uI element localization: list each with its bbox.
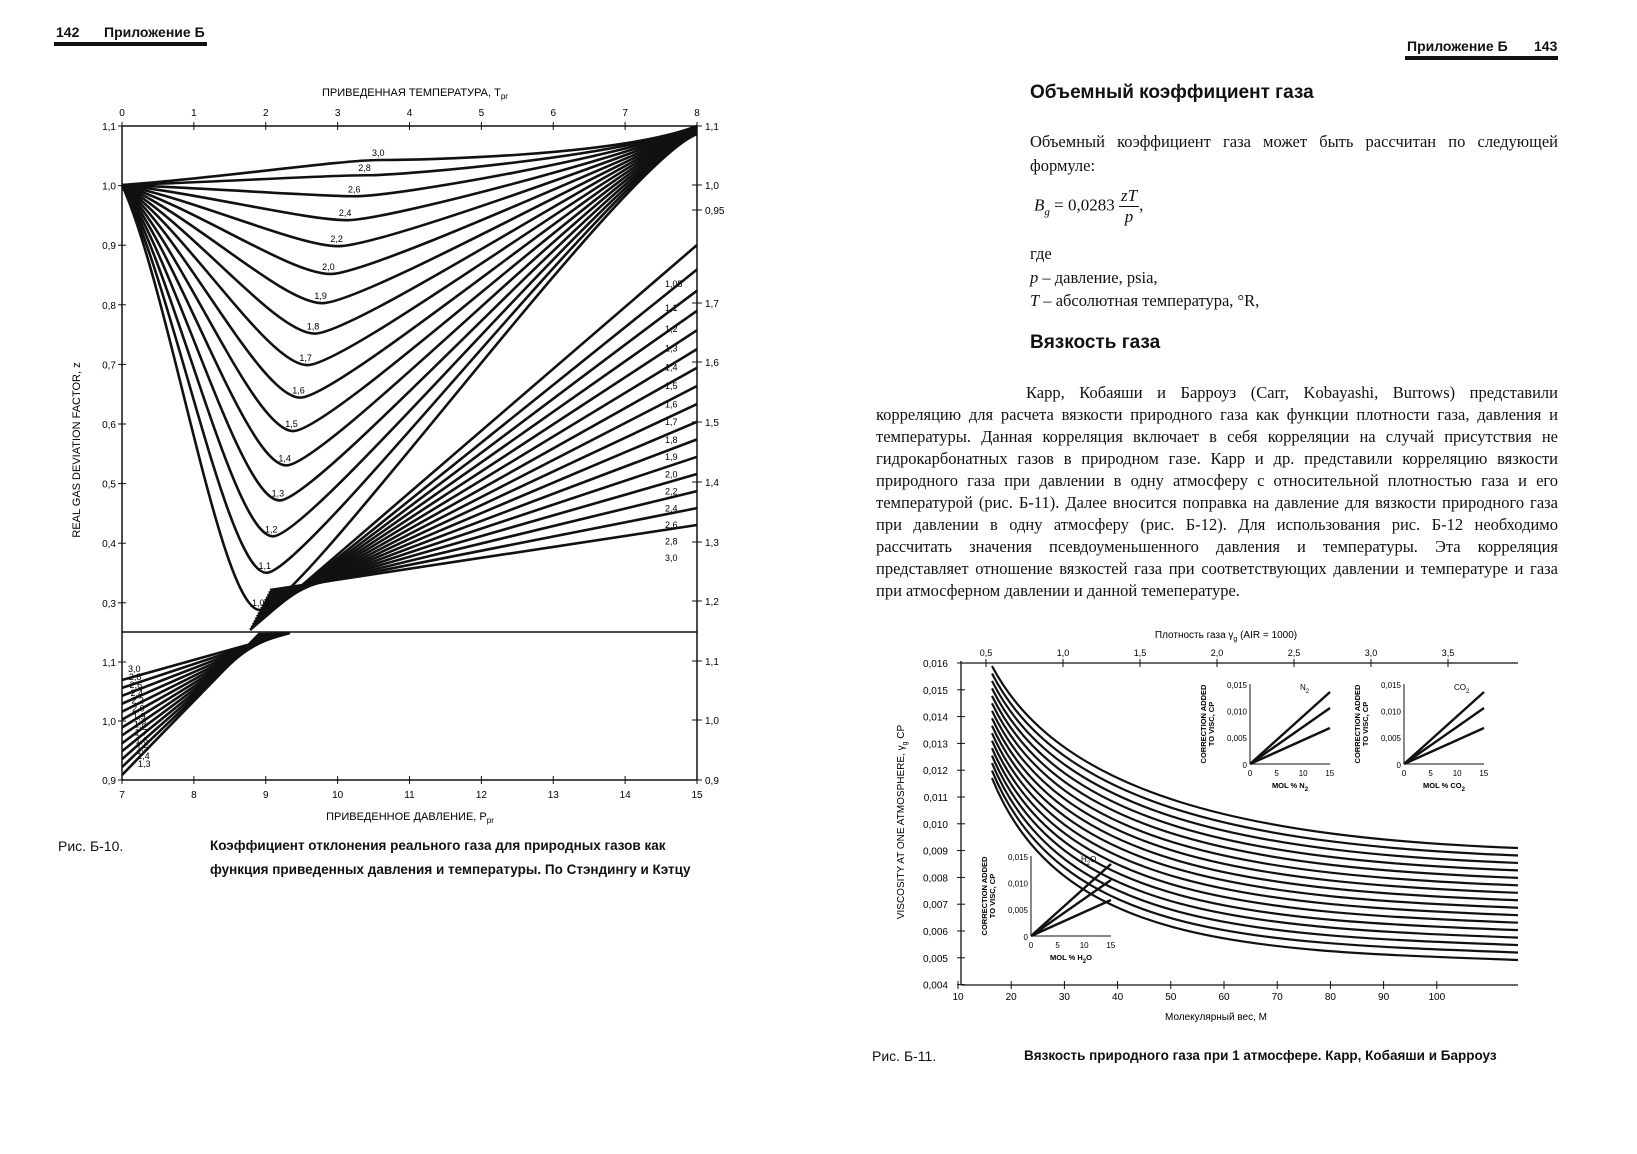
inset-line — [1250, 708, 1330, 764]
y-tick-label: 0,005 — [922, 953, 948, 965]
top-axis-label: ПРИВЕДЕННАЯ ТЕМПЕРАТУРА, $T_{pr}$ — [322, 87, 508, 101]
bottom-tick-label: 9 — [262, 790, 269, 801]
inset-ylabel: CORRECTION ADDED — [1353, 684, 1362, 764]
lower-isotherm-label: 2,4 — [130, 687, 144, 698]
y-tick-label: 0,011 — [923, 793, 948, 804]
right-tick-label: 1,5 — [705, 418, 719, 429]
top-tick-label: 2,5 — [1287, 648, 1301, 658]
bottom-tick-label: 60 — [1218, 992, 1230, 1003]
inset-xlabel-sub: 2 — [1461, 787, 1465, 793]
inset-ytick-label: 0,005 — [1226, 734, 1247, 744]
right-caption-number: Рис. Б-11. — [872, 1048, 937, 1064]
inset-xtick-label: 5 — [1428, 769, 1433, 778]
right-header-rule — [1405, 56, 1558, 60]
bottom-tick-label: 40 — [1112, 992, 1124, 1003]
right-caption-text: Вязкость природного газа при 1 атмосфере. Карр, Кобаяши и Барроуз — [1024, 1048, 1497, 1063]
y-tick-label: 0,012 — [922, 766, 948, 778]
upper-isotherm-label: 2,4 — [338, 208, 352, 219]
upper-isotherm-label: 1,9 — [314, 291, 327, 302]
lower-isotherm-label: 1,8 — [133, 719, 147, 730]
top-tick-label: 7 — [622, 108, 628, 119]
bottom-tick-label: 30 — [1058, 992, 1070, 1003]
inset-ytick-label: 0 — [1396, 760, 1401, 770]
inset-title-sub: 2 — [1466, 689, 1470, 695]
inset-xlabel-sub: 2 — [1082, 959, 1087, 965]
inset-xlabel-sub: 2 — [1304, 787, 1309, 793]
right-tick-label: 0,9 — [705, 776, 719, 787]
left-tick-label: 1,1 — [102, 658, 116, 669]
inset-n2 — [1199, 681, 1335, 793]
y-tick-label: 0,013 — [922, 739, 948, 751]
section2-paragraph: Карр, Кобаяши и Барроуз (Carr, Kobayashi, Burrows) представили корреляцию для расчета вязкости природного газа как функции плотности газа, давления и температуры. Данная корреляция включает в себя корреляции на случай присутствия не гидрокарбонатных газов в природном газе. Карр и др. представили корреляцию вязкости природного газа при давлении в одну атмосферу с относительной плотностью газа и его температурой (рис. Б-11). Далее вносится поправка на давление для вязкости природного газа при давлении в одну атмосферу (рис. Б-12). Для использования рис. Б-12 необходимо рассчитать значения псевдоуменьшенного давления и температуры. Эта корреляция представляет отношение вязкостей газа при соответствующих давлении и температуре и газа при атмосферном давлении и данной темепературе. — [876, 383, 1558, 600]
top-tick-label: 1 — [191, 108, 197, 119]
right-isotherm-label: 2,4 — [665, 503, 678, 514]
upper-isotherm-label: 1,5 — [285, 419, 298, 430]
inset-xlabel-main: MOL % CO — [1423, 781, 1462, 790]
lower-isotherm-label: 2,6 — [129, 679, 143, 690]
def-p: p – давление, psia, — [1030, 268, 1158, 287]
y-tick-label: 0,010 — [922, 819, 948, 831]
right-isotherm-label: 3,0 — [665, 553, 678, 563]
bottom-axis-label: ПРИВЕДЕННОЕ ДАВЛЕНИЕ, $P_{pr}$ — [326, 811, 494, 825]
inset-line — [1404, 692, 1484, 764]
inset-ylabel: TO VISC, CP — [1361, 701, 1370, 747]
lower-isotherm-label: 3,0 — [128, 664, 141, 674]
lower-isotherm-label: 2,8 — [128, 671, 142, 682]
left-caption-number: Рис. Б-10. — [58, 838, 124, 854]
y-tick-label: 0,009 — [922, 846, 948, 858]
inset-xtick-label: 5 — [1055, 941, 1060, 950]
top-tick-label: 1,0 — [1056, 648, 1070, 658]
bottom-tick-label: 15 — [691, 790, 703, 801]
inset-title-main: CO — [1454, 683, 1466, 692]
bottom-tick-label: 14 — [619, 790, 631, 801]
right-running-head: Приложение Б — [1407, 38, 1508, 54]
left-tick-label: 0,5 — [102, 479, 116, 491]
inset-xtick-label: 10 — [1298, 769, 1308, 778]
upper-isotherm-label: 1,7 — [299, 353, 312, 364]
top-tick-label: 2,0 — [1210, 648, 1224, 658]
inset-line — [1404, 728, 1484, 764]
right-tick-label: 1,2 — [705, 597, 719, 608]
top-tick-label: 6 — [550, 108, 557, 119]
inset-co2 — [1353, 681, 1489, 793]
left-tick-label: 0,7 — [102, 360, 116, 372]
bottom-tick-label: 11 — [404, 790, 415, 801]
inset-xlabel — [1423, 781, 1466, 793]
right-isotherm-label: 1,2 — [665, 323, 678, 334]
inset-ytick-label: 0 — [1242, 760, 1247, 770]
right-tick-label: 1,1 — [705, 657, 719, 668]
inset-title-sub: 2 — [1305, 689, 1310, 695]
y-tick-label: 0,006 — [922, 927, 948, 938]
inset-title — [1454, 683, 1470, 695]
inset-ytick-label: 0,005 — [1007, 906, 1028, 916]
lower-isotherm-label: 1,6 — [135, 735, 149, 746]
bottom-tick-label: 50 — [1165, 992, 1177, 1003]
upper-isotherm-label: 1,6 — [292, 385, 305, 396]
inset-line — [1031, 864, 1111, 936]
bottom-tick-label: 90 — [1378, 992, 1390, 1003]
bottom-tick-label: 7 — [119, 790, 125, 801]
visc-bottom-axis-label: Молекулярный вес, M — [1165, 1012, 1267, 1023]
bottom-tick-label: 70 — [1271, 992, 1283, 1003]
right-isotherm-label: 1,1 — [665, 303, 678, 314]
top-tick-label: 5 — [478, 108, 485, 119]
upper-isotherm-label: 1,8 — [306, 321, 320, 332]
top-tick-label: 1,5 — [1133, 648, 1147, 658]
left-header-rule — [54, 42, 207, 46]
right-page-number: 143 — [1534, 38, 1558, 54]
left-tick-label: 1,0 — [102, 181, 116, 193]
inset-line — [1031, 880, 1111, 936]
inset-ytick-label: 0,005 — [1380, 734, 1401, 744]
lower-isotherm-label: 1,7 — [134, 727, 148, 738]
inset-ytick-label: 0,015 — [1380, 681, 1401, 690]
right-isotherm-label: 2,6 — [665, 519, 678, 530]
right-isotherm-label: 1,4 — [665, 362, 678, 373]
lower-isotherm-label: 2,2 — [131, 695, 144, 706]
y-tick-label: 0,016 — [922, 659, 948, 670]
inset-xtick-label: 15 — [1106, 941, 1116, 950]
inset-xlabel — [1050, 953, 1092, 965]
right-isotherm-label: 2,2 — [665, 486, 678, 497]
y-tick-label: 0,004 — [922, 980, 948, 992]
inset-ylabel: CORRECTION ADDED — [980, 856, 989, 936]
right-tick-label: 1,6 — [705, 358, 719, 369]
bottom-tick-label: 80 — [1324, 992, 1336, 1003]
left-tick-label: 0,9 — [102, 241, 116, 253]
top-tick-label: 3 — [334, 108, 341, 119]
top-tick-label: 0 — [119, 108, 125, 119]
right-tick-label: 1,1 — [705, 122, 719, 133]
inset-xlabel-tail: O — [1086, 953, 1092, 962]
right-isotherm-label: 1,7 — [665, 417, 678, 428]
left-tick-label: 0,6 — [102, 420, 116, 431]
inset-xtick-label: 0 — [1028, 941, 1034, 950]
inset-title-main: H — [1081, 855, 1087, 864]
right-tick-label: 1,0 — [705, 181, 719, 192]
section1-paragraph: Объемный коэффициент газа может быть рассчитан по следующей формуле: — [1030, 132, 1558, 175]
top-tick-label: 3,5 — [1441, 648, 1455, 658]
visc-top-axis-label: Плотность газа $\gamma_g$ (AIR = 1000) — [1154, 630, 1298, 643]
upper-isotherm-label: 1,2 — [264, 524, 278, 535]
bottom-tick-label: 100 — [1428, 992, 1446, 1003]
inset-ylabel: CORRECTION ADDED — [1199, 684, 1208, 764]
right-isotherm-label: 1,05 — [665, 279, 683, 289]
inset-ytick-label: 0,015 — [1007, 853, 1028, 862]
bottom-tick-label: 10 — [332, 790, 344, 801]
gas-volume-formula: $B_g = 0,0283$ $\frac{zT}{p}$ , — [1034, 186, 1144, 226]
inset-xlabel — [1272, 781, 1309, 793]
right-isotherm-label: 2,8 — [665, 536, 678, 547]
right-tick-label: 1,0 — [705, 716, 719, 727]
upper-isotherm-label: 1,1 — [258, 560, 271, 571]
y-tick-label: 0,014 — [922, 712, 948, 724]
right-isotherm-label: 1,6 — [665, 399, 678, 410]
right-tick-label: 0,95 — [705, 206, 725, 217]
y-tick-label: 0,015 — [922, 685, 948, 697]
right-isotherm-label: 1,8 — [665, 434, 678, 445]
where-label: где — [1030, 244, 1052, 263]
visc-y-axis-label: VISCOSITY AT ONE ATMOSPHERE, $\gamma_g$ CP — [896, 724, 909, 920]
right-tick-label: 1,7 — [705, 299, 719, 310]
left-tick-label: 1,0 — [102, 717, 116, 728]
inset-line — [1404, 708, 1484, 764]
section-title-volume-factor: Объемный коэффициент газа — [1030, 82, 1314, 103]
inset-title-sub: 2 — [1086, 861, 1091, 867]
upper-isotherm-label: 2,8 — [358, 163, 371, 174]
right-isotherm-label: 1,9 — [665, 452, 678, 463]
inset-ylabel: TO VISC, CP — [988, 873, 997, 919]
lower-isotherm-label: 1,9 — [133, 711, 146, 722]
inset-line — [1250, 728, 1330, 764]
top-tick-label: 0,5 — [979, 648, 993, 658]
y-axis-label: REAL GAS DEVIATION FACTOR, z — [71, 362, 83, 538]
left-running-head: Приложение Б — [104, 24, 205, 40]
right-tick-label: 1,4 — [705, 478, 719, 489]
lower-isotherm-label: 1,3 — [138, 759, 151, 769]
upper-isotherm-label: 3,0 — [372, 148, 385, 158]
y-tick-label: 0,007 — [922, 900, 948, 912]
left-tick-label: 1,1 — [102, 122, 116, 133]
inset-xtick-label: 15 — [1325, 769, 1335, 778]
left-caption-line-1: Коэффициент отклонения реального газа для природных газов как — [210, 838, 666, 853]
section-title-viscosity: Вязкость газа — [1030, 332, 1161, 353]
inset-xtick-label: 0 — [1247, 769, 1253, 778]
left-page-number: 142 — [56, 24, 80, 40]
upper-isotherm-label: 1,3 — [271, 488, 285, 499]
upper-isotherm-label: 1,05 — [252, 598, 270, 608]
inset-line — [1031, 900, 1111, 936]
lower-isotherm-label: 1,5 — [136, 743, 149, 754]
bottom-tick-label: 8 — [191, 790, 197, 801]
inset-xtick-label: 5 — [1274, 769, 1279, 778]
inset-line — [1250, 692, 1330, 764]
inset-ytick-label: 0,010 — [1007, 879, 1028, 889]
inset-xlabel-main: MOL % N — [1271, 781, 1305, 790]
inset-xtick-label: 10 — [1079, 941, 1089, 950]
inset-title-tail: O — [1090, 855, 1097, 864]
inset-title — [1300, 683, 1310, 695]
bottom-tick-label: 12 — [475, 790, 487, 801]
inset-xtick-label: 0 — [1401, 769, 1407, 778]
inset-ytick-label: 0,015 — [1226, 681, 1247, 690]
top-tick-label: 2 — [262, 108, 269, 119]
viscosity-curve — [992, 681, 1518, 863]
left-tick-label: 0,9 — [102, 776, 116, 787]
right-isotherm-label: 1,5 — [665, 381, 678, 392]
left-caption-line-2: функция приведенных давления и температуры. По Стэндингу и Кэтцу — [210, 862, 691, 877]
lower-isotherm-label: 2,0 — [132, 703, 145, 714]
upper-isotherm-label: 2,2 — [330, 234, 343, 245]
def-t: T – абсолютная температура, °R, — [1030, 291, 1260, 310]
inset-xtick-label: 10 — [1452, 769, 1462, 778]
top-tick-label: 3,0 — [1364, 648, 1378, 658]
viscosity-chart — [880, 622, 1600, 1032]
bottom-tick-label: 10 — [952, 992, 964, 1003]
bottom-tick-label: 20 — [1005, 992, 1017, 1003]
upper-isotherm-label: 2,0 — [322, 261, 335, 272]
y-tick-label: 0,008 — [922, 873, 948, 885]
left-tick-label: 0,8 — [102, 300, 116, 312]
upper-isotherm-label: 1,4 — [278, 453, 291, 464]
upper-isotherm-label: 2,6 — [348, 184, 361, 195]
inset-title-main: N — [1300, 683, 1306, 692]
left-tick-label: 0,4 — [102, 539, 116, 551]
lower-isotherm-label: 1,4 — [137, 751, 150, 762]
inset-ytick-label: 0,010 — [1226, 707, 1247, 717]
inset-ytick-label: 0,010 — [1380, 707, 1401, 717]
inset-ylabel: TO VISC, CP — [1207, 701, 1216, 747]
inset-xtick-label: 15 — [1479, 769, 1489, 778]
right-isotherm-label: 2,0 — [665, 469, 678, 480]
bottom-tick-label: 13 — [547, 790, 559, 801]
left-tick-label: 0,3 — [102, 598, 116, 610]
z-factor-chart — [60, 78, 740, 828]
right-tick-label: 1,3 — [705, 538, 719, 549]
right-isotherm-label: 1,3 — [665, 343, 678, 354]
inset-ytick-label: 0 — [1023, 932, 1028, 942]
inset-xlabel-main: MOL % H — [1050, 953, 1083, 962]
top-tick-label: 4 — [406, 108, 413, 119]
top-tick-label: 8 — [694, 108, 700, 119]
